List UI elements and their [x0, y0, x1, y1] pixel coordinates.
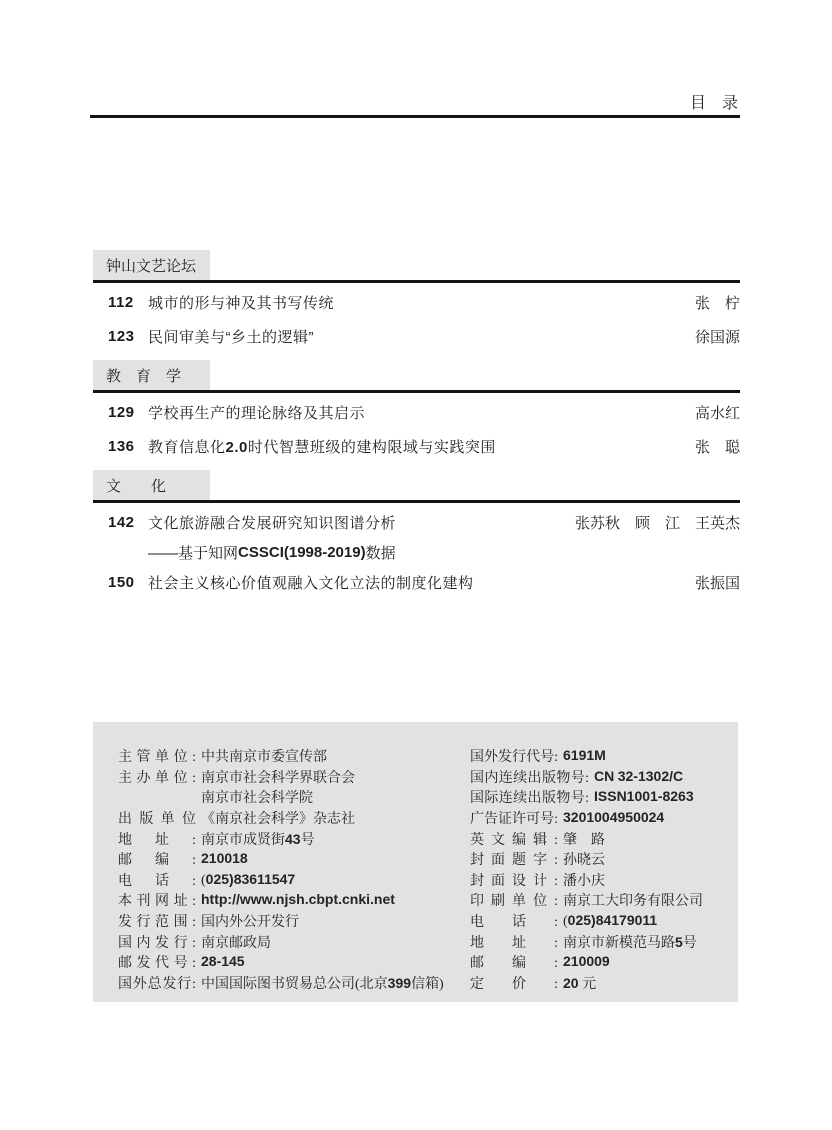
info-value: ISSN1001-8263 [594, 788, 694, 805]
info-row [118, 870, 444, 891]
info-row [470, 828, 703, 849]
info-value: 中共南京市委宣传部 [201, 750, 327, 766]
info-value: 210018 [201, 850, 248, 867]
info-label: 国内发行: [118, 935, 196, 951]
info-value: (025)84179011 [563, 912, 658, 930]
info-row [118, 849, 444, 870]
info-row [470, 849, 703, 870]
info-label: 国际连续出版物号: [470, 791, 589, 807]
info-value: 南京市社会科学院 [201, 791, 313, 807]
info-label: 发行范围: [118, 915, 196, 931]
info-row [470, 787, 703, 808]
section-header [93, 250, 210, 280]
info-row [470, 870, 703, 891]
info-row [118, 808, 444, 829]
toc-entry [93, 319, 740, 353]
section-education [93, 360, 740, 463]
info-label: 邮编: [470, 956, 558, 972]
info-value: 210009 [563, 953, 610, 970]
info-label: 邮编: [118, 853, 196, 869]
info-label: 本刊网址: [118, 894, 196, 910]
publication-info-left-column [118, 746, 444, 993]
info-row [118, 828, 444, 849]
article-authors: 张 柠 [694, 295, 740, 312]
info-value: 3201004950024 [563, 809, 665, 826]
info-label: 地址: [470, 935, 558, 951]
info-label: 出版单位 [118, 812, 196, 828]
info-value: 南京市新模范马路5号 [563, 933, 697, 951]
toc-entry [93, 565, 740, 599]
publication-info-box [93, 722, 738, 1002]
info-label: 国内连续出版物号: [470, 770, 589, 786]
article-title: 社会主义核心价值观融入文化立法的制度化建构 [148, 574, 474, 592]
article-title: 学校再生产的理论脉络及其启示 [148, 404, 366, 422]
header-divider [90, 115, 740, 118]
info-value: 南京市社会科学界联合会 [201, 770, 355, 786]
article-title: 民间审美与“乡土的逻辑” [148, 328, 314, 346]
info-label: 封面设计: [470, 873, 558, 889]
article-authors: 张苏秋 顾 江 王英杰 [574, 515, 740, 532]
article-authors: 高水红 [694, 405, 740, 422]
info-row [118, 787, 444, 808]
info-label: 定价: [470, 976, 558, 992]
info-value: 《南京社会科学》杂志社 [201, 812, 355, 828]
info-row [470, 931, 703, 952]
info-label: 电话: [470, 915, 558, 931]
info-label: 主管单位: [118, 750, 196, 766]
info-label: 地址: [118, 832, 196, 848]
article-subtitle: ——基于知网 CSSCI(1998-2019) 数据 [148, 543, 396, 562]
toc-entry [93, 395, 740, 429]
article-title: 城市的形与神及其书写传统 [148, 294, 335, 312]
info-value: 孙晓云 [563, 853, 605, 869]
info-row [118, 931, 444, 952]
article-title: 文化旅游融合发展研究知识图谱分析 [148, 514, 397, 532]
info-label: 英文编辑: [470, 832, 558, 848]
info-value: 6191M [563, 747, 606, 764]
info-label: 封面题字: [470, 853, 558, 869]
info-row [470, 808, 703, 829]
info-label: 广告证许可号: [470, 812, 558, 828]
info-value: 20 元 [563, 974, 597, 992]
section-title: 钟山文艺论坛 [106, 258, 197, 275]
info-row [118, 890, 444, 911]
section-header [93, 360, 210, 390]
info-label: 国外发行代号: [470, 750, 558, 766]
info-label: 印刷单位: [470, 894, 558, 910]
info-value: 潘小庆 [563, 873, 605, 889]
info-label: 国外总发行: [118, 976, 196, 992]
info-value: (025)83611547 [201, 870, 296, 888]
section-title: 文 化 [106, 478, 167, 495]
info-value: 28-145 [201, 953, 245, 970]
info-value: http://www.njsh.cbpt.cnki.net [201, 891, 395, 908]
info-value: CN 32-1302/C [594, 767, 684, 784]
info-row [118, 952, 444, 973]
info-row [118, 746, 444, 767]
toc-entry [93, 429, 740, 463]
info-row [118, 911, 444, 932]
info-value: 南京邮政局 [201, 935, 271, 951]
info-label: 主办单位: [118, 770, 196, 786]
info-row [470, 890, 703, 911]
info-value: 南京工大印务有限公司 [563, 894, 703, 910]
section-zhongshan-forum [93, 250, 740, 353]
page-number: 136 [108, 437, 135, 455]
info-row [470, 767, 703, 788]
info-value: 国内外公开发行 [201, 915, 299, 931]
info-row [118, 767, 444, 788]
info-row [470, 911, 703, 932]
page-number: 112 [108, 293, 134, 311]
info-label: 电话: [118, 873, 196, 889]
article-title: 教育信息化2.0时代智慧班级的建构限域与实践突围 [148, 438, 496, 456]
section-header [93, 470, 210, 500]
article-authors: 徐国源 [694, 329, 740, 346]
section-culture [93, 470, 740, 599]
page-number: 129 [108, 403, 135, 421]
article-authors: 张 聪 [694, 439, 740, 456]
info-row [470, 746, 703, 767]
info-label: 邮发代号: [118, 956, 196, 972]
info-value: 南京市成贤街43号 [201, 830, 315, 848]
info-row [470, 952, 703, 973]
page-number: 150 [108, 573, 135, 591]
info-row [470, 973, 703, 994]
section-title: 教 育 学 [106, 368, 182, 385]
article-authors: 张振国 [694, 575, 740, 592]
publication-info-right-column [470, 746, 703, 993]
page-number: 123 [108, 327, 135, 345]
toc-entry [93, 285, 740, 319]
info-value: 中国国际图书贸易总公司(北京399信箱) [201, 974, 444, 992]
info-value: 肇 路 [563, 832, 605, 848]
page-title: 目 录 [689, 95, 738, 112]
page-number: 142 [108, 513, 135, 531]
toc-entry [93, 505, 740, 539]
info-row [118, 973, 444, 994]
